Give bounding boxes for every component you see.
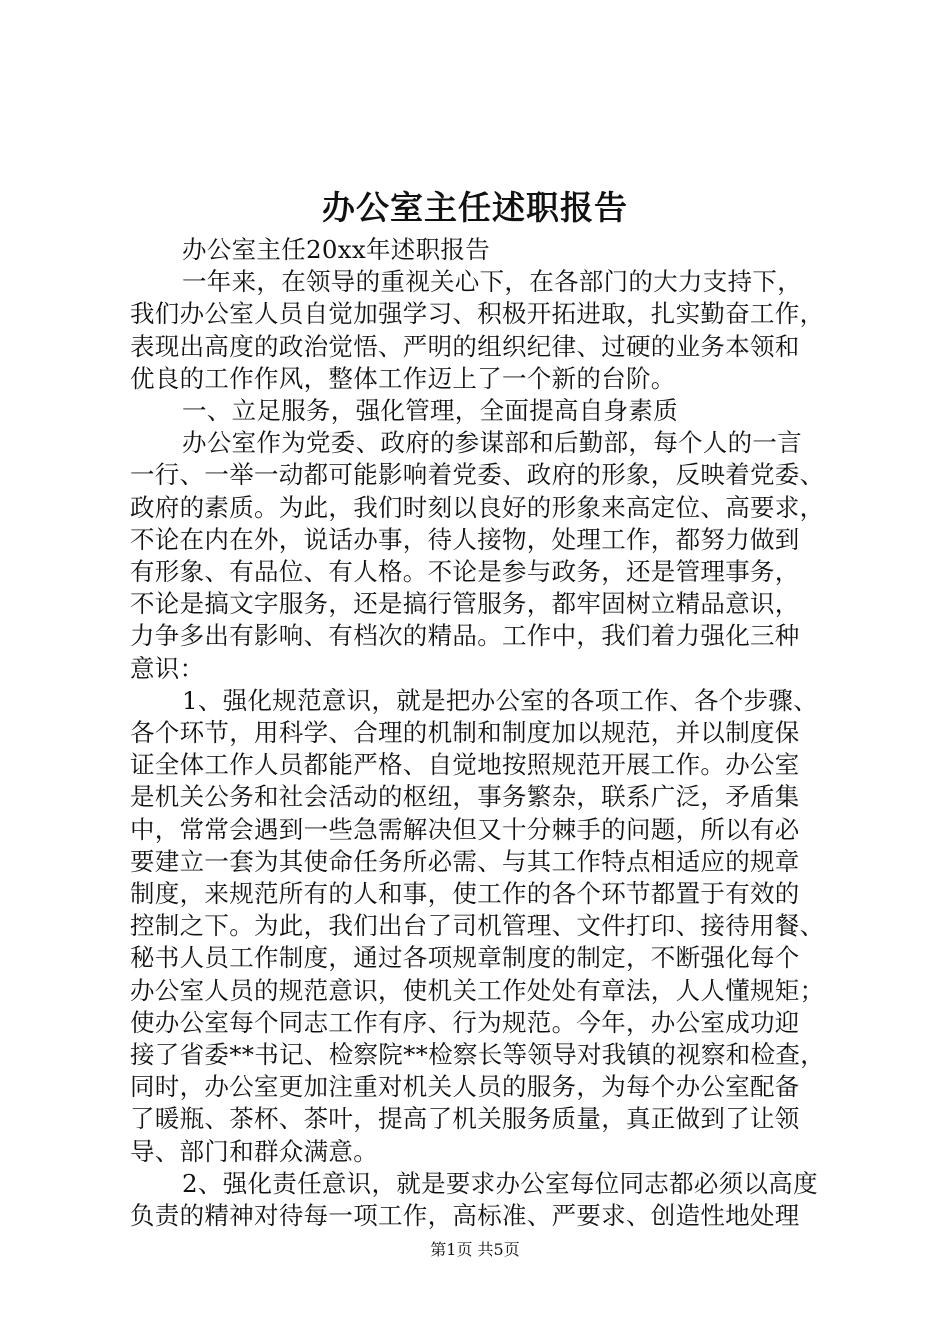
page-footer: 第1页 共5页 xyxy=(430,1240,520,1259)
text-line: 各个环节，用科学、合理的机制和制度加以规范，并以制度保 xyxy=(130,718,800,747)
text-line: 2、强化责任意识，就是要求办公室每位同志都必须以高度 xyxy=(182,1168,818,1198)
text-line: 办公室主任20xx年述职报告 xyxy=(182,235,491,264)
text-line: 控制之下。为此，我们出台了司机管理、文件打印、接待用餐、 xyxy=(130,911,825,941)
text-line: 同时，办公室更加注重对机关人员的服务，为每个办公室配备 xyxy=(130,1072,800,1102)
text-line: 办公室人员的规范意识，使机关工作处处有章法，人人懂规矩； xyxy=(130,975,825,1005)
text-line: 我们办公室人员自觉加强学习、积极开拓进取，扎实勤奋工作， xyxy=(130,299,825,329)
text-line: 导、部门和群众满意。 xyxy=(130,1136,378,1166)
text-line: 接了省委**书记、检察院**检察长等领导对我镇的视察和检查， xyxy=(130,1040,825,1069)
text-line: 意识： xyxy=(130,653,205,683)
text-line: 1、强化规范意识，就是把办公室的各项工作、各个步骤、 xyxy=(182,685,818,715)
text-line: 表现出高度的政治觉悟、严明的组织纪律、过硬的业务本领和 xyxy=(130,331,800,361)
text-line: 一、立足服务，强化管理，全面提高自身素质 xyxy=(182,396,678,425)
text-line: 负责的精神对待每一项工作，高标准、严要求、创造性地处理 xyxy=(130,1201,800,1230)
text-line: 力争多出有影响、有档次的精品。工作中，我们着力强化三种 xyxy=(130,621,800,651)
text-line: 不论是搞文字服务，还是搞行管服务，都牢固树立精品意识， xyxy=(130,589,800,619)
text-line: 不论在内在外，说话办事，待人接物，处理工作，都努力做到 xyxy=(130,524,800,554)
text-line: 一年来，在领导的重视关心下，在各部门的大力支持下， xyxy=(182,267,802,297)
text-line: 使办公室每个同志工作有序、行为规范。今年，办公室成功迎 xyxy=(130,1007,800,1037)
text-line: 一行、一举一动都可能影响着党委、政府的形象，反映着党委、 xyxy=(130,460,825,490)
text-line: 有形象、有品位、有人格。不论是参与政务，还是管理事务， xyxy=(130,557,800,586)
text-line: 办公室作为党委、政府的参谋部和后勤部，每个人的一言 xyxy=(182,428,802,458)
document-title: 办公室主任述职报告 xyxy=(322,188,628,227)
text-line: 要建立一套为其使命任务所必需、与其工作特点相适应的规章 xyxy=(130,846,800,876)
text-line: 是机关公务和社会活动的枢纽，事务繁杂，联系广泛，矛盾集 xyxy=(130,782,800,812)
text-line: 证全体工作人员都能严格、自觉地按照规范开展工作。办公室 xyxy=(130,750,800,780)
text-line: 中，常常会遇到一些急需解决但又十分棘手的问题，所以有必 xyxy=(130,814,800,844)
text-line: 政府的素质。为此，我们时刻以良好的形象来高定位、高要求， xyxy=(130,492,825,522)
text-line: 秘书人员工作制度，通过各项规章制度的制定，不断强化每个 xyxy=(130,943,800,973)
text-line: 制度，来规范所有的人和事，使工作的各个环节都置于有效的 xyxy=(130,879,800,908)
text-line: 了暖瓶、茶杯、茶叶，提高了机关服务质量，真正做到了让领 xyxy=(130,1104,800,1134)
text-line: 优良的工作作风，整体工作迈上了一个新的台阶。 xyxy=(130,363,676,393)
